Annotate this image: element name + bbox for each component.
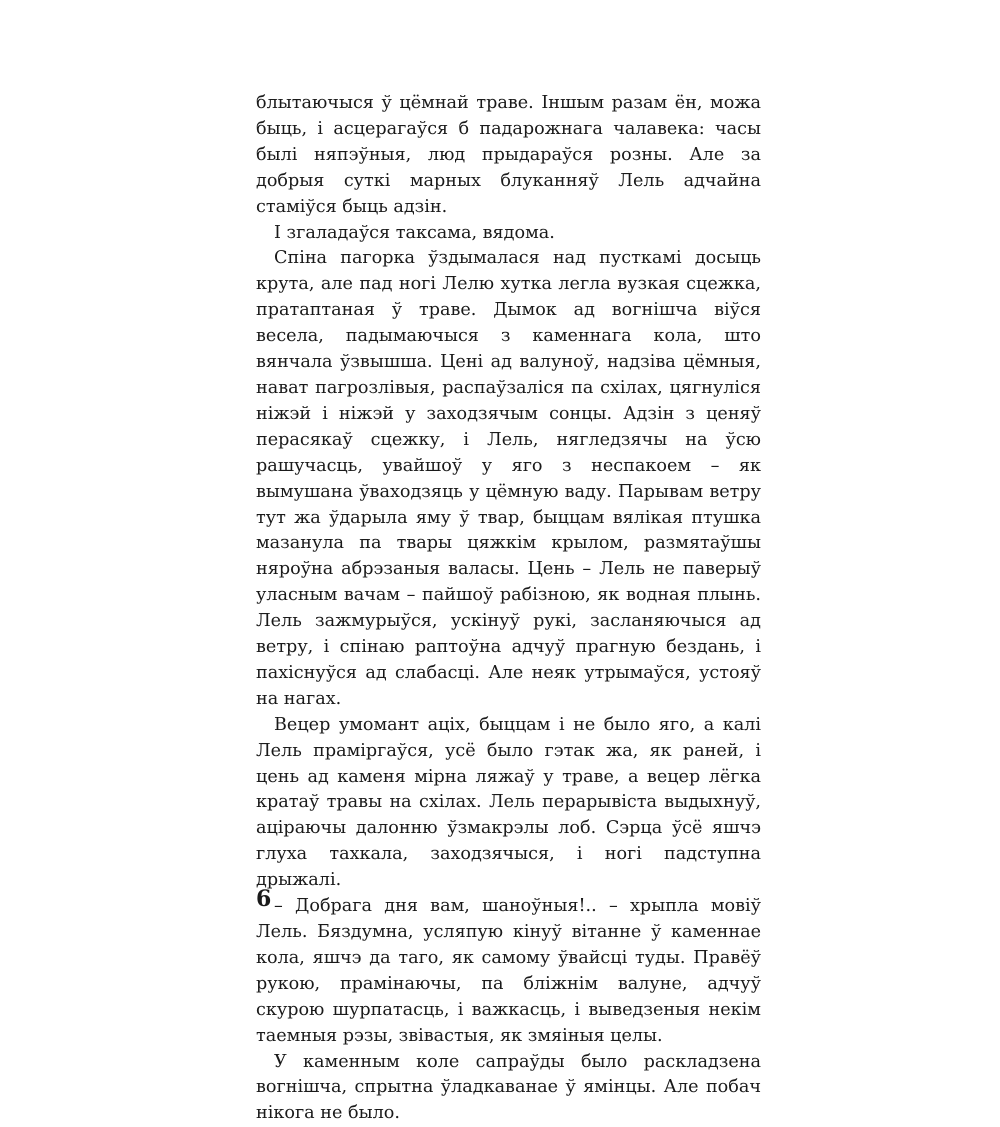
paragraph-3: Спіна пагорка ўздымалася над пусткамі досыць крута, але пад ногі Лелю хутка легла вузкая сцежка, пратаптаная ў траве. Дымок ад вогнішча віўся весела, падымаючыся з каменнага кола, што вянчала ўзвышша. Цені ад валуноў, надзіва цёмныя, нават пагрозлівыя, распаўзаліся па схілах, цягнуліся ніжэй і ніжэй у заходзячым сонцы. Адзін з ценяў перасякаў сцежку, і Лель, нягледзячы на ўсю рашучасць, увайшоў у яго з неспакоем – як вымушана ўваходзяць у цёмную ваду. Парывам ветру тут жа ўдарыла яму ў твар, быццам вялікая птушка мазанула па твары цяжкім крылом, размятаўшы няроўна абрэзаныя валасы. Цень – Лель не паверыў уласным вачам – пайшоў рабізною, як водная плынь. Лель зажмурыўся, ускінуў рукі, засланяючыся ад ветру, і спінаю раптоўна адчуў прагную бездань, і пахіснуўся ад слабасці. Але неяк утрымаўся, устояў на нагах. [256, 248, 761, 709]
paragraph-5: – Добрага дня вам, шаноўныя!.. – хрыпла мовіў Лель. Бяздумна, усляпую кінуў вітанне ў каменнае кола, яшчэ да таго, як самому ўвайсці туды. Правёў рукою, прамінаючы, па бліжнім валуне, адчуў скурою шурпатасць, і важкасць, і выведзеныя некім таемныя рэзы, звівастыя, як змяіныя целы. [256, 896, 761, 1046]
paragraph-2: І згаладаўся таксама, вядома. [274, 222, 555, 243]
paragraph-6: У каменным коле сапраўды было раскладзена вогнішча, спрытна ўладкаванае ў ямінцы. Але побач нікога не было. [256, 1051, 761, 1124]
paragraph-4: Вецер умомант аціх, быццам і не было яго, а калі Лель праміргаўся, усё было гэтак жа, як раней, і цень ад каменя мірна ляжаў у траве, а вецер лёгка кратаў травы на схілах. Лель перарывіста выдыхнуў, аціраючы далонню ўзмакрэлы лоб. Сэрца ўсё яшчэ глуха тахкала, заходзячыся, і ногі падступна дрыжалі. [256, 714, 761, 891]
body-text [256, 91, 761, 1127]
page-number: 6 [256, 886, 272, 912]
paragraph-1: блытаючыся ў цёмнай траве. Іншым разам ён, можа быць, і асцерагаўся б падарожнага чалавека: часы былі няпэўныя, люд прыдараўся розны. Але за добрыя суткі марных блуканняў Лель адчайна стаміўся быць адзін. [256, 93, 761, 217]
